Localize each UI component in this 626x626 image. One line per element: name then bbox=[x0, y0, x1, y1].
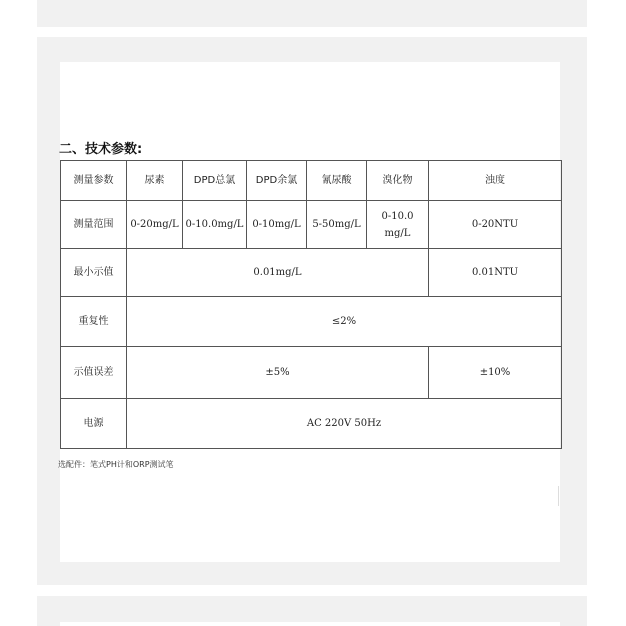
accessory-note: 选配件：笔式PH计和ORP测试笔 bbox=[58, 460, 174, 469]
repeatability-value: ≤2% bbox=[127, 297, 562, 347]
power-value: AC 220V 50Hz bbox=[127, 399, 562, 449]
row-label-error: 示值误差 bbox=[61, 347, 127, 399]
error-main-value: ±5% bbox=[127, 347, 429, 399]
technical-parameters-table bbox=[60, 160, 562, 449]
top-gray-band bbox=[37, 0, 587, 27]
row-label-power: 电源 bbox=[61, 399, 127, 449]
range-cyanuric-acid: 5-50mg/L bbox=[307, 201, 367, 249]
header-cell-urea: 尿素 bbox=[127, 161, 183, 201]
error-turbidity-value: ±10% bbox=[429, 347, 562, 399]
edge-mark bbox=[558, 486, 559, 506]
header-cell-dpd-free-chlorine: DPD余氯 bbox=[247, 161, 307, 201]
row-label-repeatability: 重复性 bbox=[61, 297, 127, 347]
table-row-power bbox=[61, 399, 562, 449]
row-label-range: 测量范围 bbox=[61, 201, 127, 249]
range-dpd-free-chlorine: 0-10mg/L bbox=[247, 201, 307, 249]
header-cell-turbidity: 浊度 bbox=[429, 161, 562, 201]
header-cell-parameter: 测量参数 bbox=[61, 161, 127, 201]
table-row-repeatability bbox=[61, 297, 562, 347]
range-urea: 0-20mg/L bbox=[127, 201, 183, 249]
range-bromide: 0-10.0 mg/L bbox=[367, 201, 429, 249]
min-display-ntu-value: 0.01NTU bbox=[429, 249, 562, 297]
header-cell-bromide: 溴化物 bbox=[367, 161, 429, 201]
header-cell-dpd-total-chlorine: DPD总氯 bbox=[183, 161, 247, 201]
next-content-panel bbox=[60, 622, 560, 626]
table-row-error bbox=[61, 347, 562, 399]
range-dpd-total-chlorine: 0-10.0mg/L bbox=[183, 201, 247, 249]
table-row-range bbox=[61, 201, 562, 249]
table-header-row bbox=[61, 161, 562, 201]
row-label-min-display: 最小示值 bbox=[61, 249, 127, 297]
header-cell-cyanuric-acid: 氰尿酸 bbox=[307, 161, 367, 201]
table-row-min-display bbox=[61, 249, 562, 297]
min-display-mg-value: 0.01mg/L bbox=[127, 249, 429, 297]
section-title: 二、技术参数: bbox=[59, 142, 143, 157]
range-turbidity: 0-20NTU bbox=[429, 201, 562, 249]
